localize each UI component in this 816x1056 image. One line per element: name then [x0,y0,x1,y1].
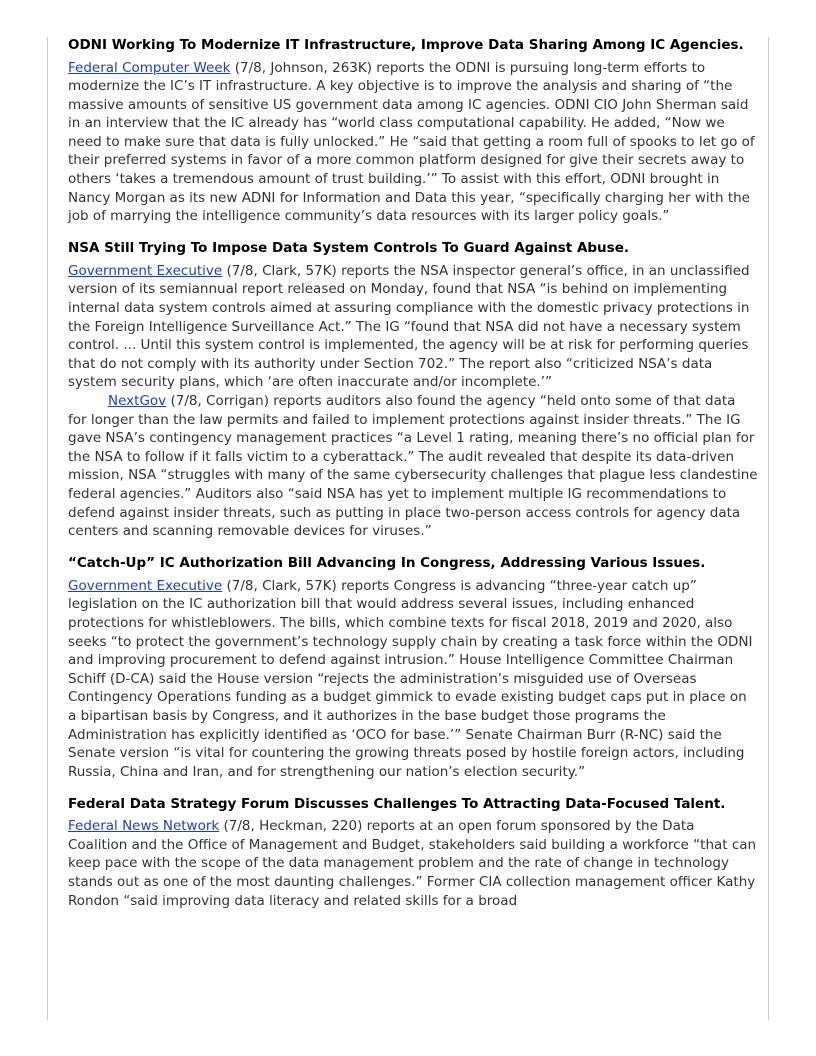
left-margin-rule [47,37,48,1020]
paragraph-text: (7/8, Corrigan) reports auditors also found the agency “held onto some of that data for longer than the law permits and failed to implement protections against insider threats.” The IG gave NSA’s contingency management practices “a Level 1 rating, meaning there’s no official plan for the NSA to follow if it falls victim to a cyberattack.” The audit revealed that despite its data-driven mission, NSA “struggles with many of the same cybersecurity challenges that plague less clandestine federal agencies.” Auditors also “said NSA has yet to implement multiple IG recommendations to defend against insider threats, such as putting in place two-person access controls for agency data centers and scanning removable devices for viruses.” [68,393,758,540]
article-headline: NSA Still Trying To Impose Data System Controls To Guard Against Abuse. [68,240,629,257]
article-headline: “Catch-Up” IC Authorization Bill Advancing In Congress, Addressing Various Issues. [68,555,706,572]
source-link[interactable]: Government Executive [68,577,223,594]
right-margin-rule [768,37,769,1020]
article-headline: ODNI Working To Modernize IT Infrastructure, Improve Data Sharing Among IC Agencies. [68,37,744,53]
news-briefing-column [68,36,758,924]
source-link[interactable]: NextGov [108,393,167,409]
article-paragraph [68,392,758,541]
article-ic-authorization-bill [68,554,758,781]
paragraph-text: (7/8, Clark, 57K) reports the NSA inspector general’s office, in an unclassified version of its semiannual report released on Monday, found that NSA “is behind on implementing internal data system controls aimed at assuring compliance with the domestic privacy protections in the Foreign Intelligence Surveillance Act.” The IG “found that NSA did not have a necessary system control. ... Until this system control is implemented, the agency will be at risk for performing queries that do not comply with its authority under Section 702.” The report also “criticized NSA’s data system security plans, which ‘are often inaccurate and/or incomplete.’” [68,262,750,391]
paragraph-text: (7/8, Johnson, 263K) reports the ODNI is pursuing long-term efforts to modernize the IC’s IT infrastructure. A key objective is to improve the analysis and sharing of “the massive amounts of sensitive US government data among IC agencies. ODNI CIO John Sherman said in an interview that the IC already has “world class computational capability. He added, “Now we need to make sure that data is fully unlocked.” He “said that getting a room full of spooks to let go of their preferred systems in favor of a more common platform designed for give their secrets away to others ‘takes a tremendous amount of trust building.’” To assist with this effort, ODNI brought in Nancy Morgan as its new ADNI for Information and Data this year, “specifically charging her with the job of marrying the intelligence community’s data resources with its larger policy goals.” [68,59,755,225]
source-link[interactable]: Federal News Network [68,818,220,835]
article-paragraph [68,577,758,782]
article-paragraph [68,817,758,910]
paragraph-text: (7/8, Heckman, 220) reports at an open forum sponsored by the Data Coalition and the Office of Management and Budget, stakeholders said building a workforce “that can keep pace with the scope of the data management problem and the rate of change in technology stands out as one of the most daunting challenges.” Former CIA collection management officer Kathy Rondon “said improving data literacy and related skills for a broad [68,818,757,909]
article-paragraph [68,59,758,226]
article-odni-modernize [68,36,758,226]
source-link[interactable]: Federal Computer Week [68,59,231,76]
source-link[interactable]: Government Executive [68,262,223,279]
paragraph-text: (7/8, Clark, 57K) reports Congress is advancing “three-year catch up” legislation on the IC authorization bill that would address several issues, including enhanced protections for whistleblowers. The bills, which combine texts for fiscal 2018, 2019 and 2020, also seeks “to protect the government’s technology supply chain by creating a task force within the ODNI and improving procurement to defend against intrusion.” House Intelligence Committee Chairman Schiff (D-CA) said the House version “rejects the administration’s misguided use of Overseas Contingency Operations funding as a budget gimmick to evade existing budget caps put in place on a bipartisan basis by Congress, and it authorizes in the base budget those programs the Administration has explicitly identified as ‘OCO for base.’” Senate Chairman Burr (R-NC) said the Senate version “is vital for countering the growing threats posed by hostile foreign actors, including Russia, China and Iran, and for strengthening our nation’s election security.” [68,577,753,780]
article-data-strategy-forum [68,795,758,910]
article-paragraph [68,262,758,392]
article-nsa-controls [68,239,758,540]
article-headline: Federal Data Strategy Forum Discusses Challenges To Attracting Data-Focused Talent. [68,795,726,812]
